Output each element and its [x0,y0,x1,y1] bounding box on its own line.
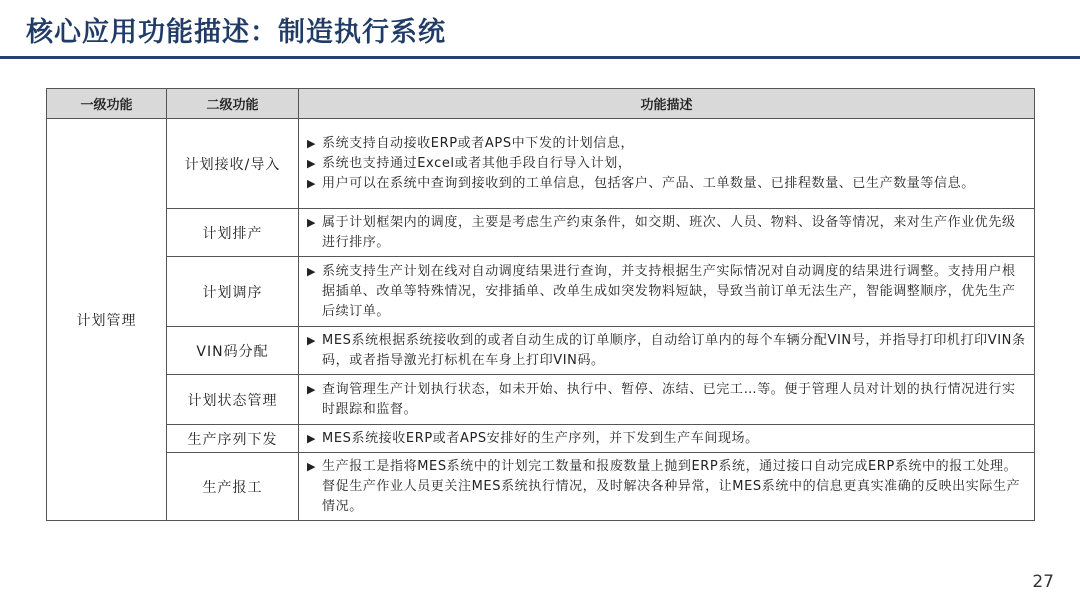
table-row [47,425,1035,453]
bullet-item [307,262,1028,322]
bullet-item [307,429,1028,449]
title-divider [0,56,1080,59]
triangle-bullet-icon: ▶ [307,176,316,190]
triangle-bullet-icon: ▶ [307,382,316,396]
table-row [47,375,1035,425]
description-cell [299,257,1035,327]
description-cell [299,209,1035,257]
triangle-bullet-icon: ▶ [307,459,316,473]
level2-cell: 生产报工 [167,453,299,521]
bullet-text: 系统也支持通过Excel或者其他手段自行导入计划， [322,155,632,171]
table-row [47,257,1035,327]
triangle-bullet-icon: ▶ [307,215,316,229]
table-row [47,327,1035,375]
bullet-text: 系统支持生产计划在线对自动调度结果进行查询，并支持根据生产实际情况对自动调度的结果进行调整。支持用户根据插单、改单等特殊情况，安排插单、改单生成如突发物料短缺，导致当前订单无法生产，智能调整顺序，优先生产后续订单。 [322,263,1016,319]
triangle-bullet-icon: ▶ [307,136,316,150]
level2-cell: 计划调序 [167,257,299,327]
bullet-text: 用户可以在系统中查询到接收到的工单信息，包括客户、产品、工单数量、已排程数量、已生产数量等信息。 [322,175,975,191]
bullet-item [307,174,1028,194]
bullet-text: MES系统根据系统接收到的或者自动生成的订单顺序，自动给订单内的每个车辆分配VIN号，并指导打印机打印VIN条码，或者指导激光打标机在车身上打印VIN码。 [322,332,1026,368]
table-header-row [47,89,1035,119]
bullet-item [307,134,1028,154]
table-row [47,209,1035,257]
bullet-text: 属于计划框架内的调度，主要是考虑生产约束条件，如交期、班次、人员、物料、设备等情况，来对生产作业优先级进行排序。 [322,214,1016,250]
bullet-text: 系统支持自动接收ERP或者APS中下发的计划信息， [322,135,635,151]
table-row [47,453,1035,521]
description-cell [299,375,1035,425]
header-level1: 一级功能 [47,89,167,119]
bullet-text: 查询管理生产计划执行状态，如未开始、执行中、暂停、冻结、已完工…等。便于管理人员对计划的执行情况进行实时跟踪和监督。 [322,381,1016,417]
triangle-bullet-icon: ▶ [307,264,316,278]
table-row [47,119,1035,209]
description-cell [299,453,1035,521]
triangle-bullet-icon: ▶ [307,431,316,445]
slide-title: 核心应用功能描述：制造执行系统 [26,17,446,48]
triangle-bullet-icon: ▶ [307,333,316,347]
bullet-text: 生产报工是指将MES系统中的计划完工数量和报废数量上抛到ERP系统，通过接口自动完成ERP系统中的报工处理。督促生产作业人员更关注MES系统执行情况，及时解决各种异常，让MES系统中的信息更真实准确的反映出实际生产情况。 [322,458,1021,514]
bullet-item [307,154,1028,174]
description-cell [299,119,1035,209]
description-cell [299,327,1035,375]
level2-cell: 计划接收/导入 [167,119,299,209]
header-description: 功能描述 [299,89,1035,119]
level2-cell: VIN码分配 [167,327,299,375]
level2-cell: 计划状态管理 [167,375,299,425]
header-level2: 二级功能 [167,89,299,119]
bullet-item [307,213,1028,253]
bullet-item [307,380,1028,420]
description-cell [299,425,1035,453]
bullet-text: MES系统接收ERP或者APS安排好的生产序列，并下发到生产车间现场。 [322,430,759,446]
bullet-item [307,331,1028,371]
page-number: 27 [1032,572,1054,592]
function-table [46,88,1035,521]
triangle-bullet-icon: ▶ [307,156,316,170]
level2-cell: 计划排产 [167,209,299,257]
level1-cell: 计划管理 [47,119,167,521]
level2-cell: 生产序列下发 [167,425,299,453]
bullet-item [307,457,1028,517]
